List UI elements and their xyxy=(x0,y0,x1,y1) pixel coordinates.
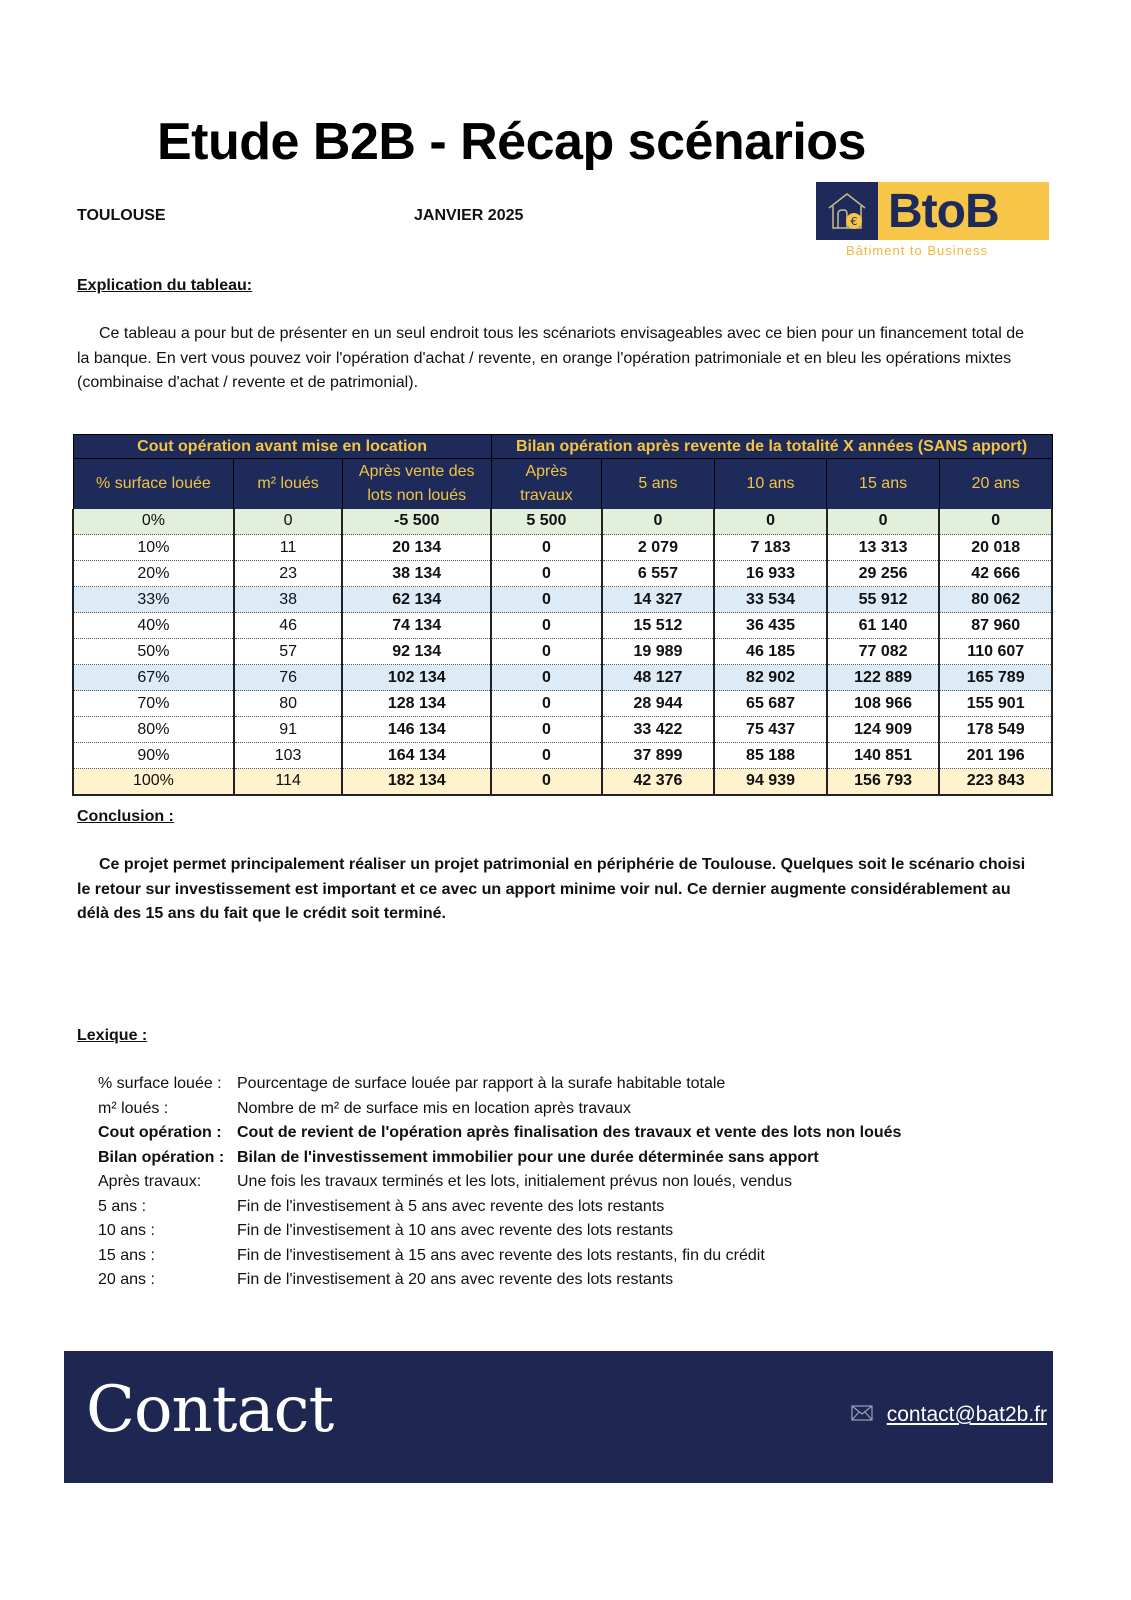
conclusion-text: Ce projet permet principalement réaliser un projet patrimonial en périphérie de Toulouse. Quelques soit le scénario choisi le retour sur investissement est important et ce avec un apport minime voir nul. Ce dernier augmente considérablement au délà des 15 ans du fait que le crédit soit terminé. xyxy=(77,856,1026,922)
cell-15ans: 108 966 xyxy=(827,691,940,717)
col-header-5ans: 5 ans xyxy=(602,459,715,509)
col-header-15ans: 15 ans xyxy=(827,459,940,509)
cell-apres-travaux: 0 xyxy=(491,639,602,665)
cell-apres-travaux: 5 500 xyxy=(491,509,602,535)
cell-apres-travaux: 0 xyxy=(491,717,602,743)
cell-surface: 80% xyxy=(73,717,234,743)
lexique-item xyxy=(98,1195,901,1220)
table-row xyxy=(73,743,1052,769)
logo-brand-text: BtoB xyxy=(888,184,999,238)
cell-apres-vente: 102 134 xyxy=(342,665,491,691)
cell-apres-vente: 182 134 xyxy=(342,769,491,795)
cell-5ans: 48 127 xyxy=(602,665,715,691)
city-label: TOULOUSE xyxy=(77,207,166,224)
table-row xyxy=(73,509,1052,535)
col-header-apres-vente: Après vente des lots non loués xyxy=(342,459,491,509)
cell-5ans: 15 512 xyxy=(602,613,715,639)
explanation-heading: Explication du tableau: xyxy=(77,277,253,294)
page-title: Etude B2B - Récap scénarios xyxy=(157,113,866,171)
lexique-definition: Nombre de m² de surface mis en location après travaux xyxy=(237,1099,631,1117)
cell-15ans: 55 912 xyxy=(827,587,940,613)
cell-15ans: 77 082 xyxy=(827,639,940,665)
envelope-icon xyxy=(851,1403,873,1427)
cell-20ans: 110 607 xyxy=(939,639,1052,665)
cell-surface: 10% xyxy=(73,535,234,561)
lexique-definition: Bilan de l'investissement immobilier pour une durée déterminée sans apport xyxy=(237,1148,819,1166)
cell-apres-vente: 62 134 xyxy=(342,587,491,613)
cell-apres-vente: 38 134 xyxy=(342,561,491,587)
cell-surface: 40% xyxy=(73,613,234,639)
scenarios-table xyxy=(72,434,1053,796)
lexique-heading: Lexique : xyxy=(77,1027,148,1044)
cell-10ans: 0 xyxy=(714,509,827,535)
cell-apres-travaux: 0 xyxy=(491,535,602,561)
lexique-item xyxy=(98,1121,901,1146)
cell-15ans: 124 909 xyxy=(827,717,940,743)
lexique-definition: Fin de l'investisement à 20 ans avec revente des lots restants xyxy=(237,1271,674,1288)
table-row xyxy=(73,613,1052,639)
cell-15ans: 13 313 xyxy=(827,535,940,561)
cell-surface: 100% xyxy=(73,769,234,795)
cell-10ans: 65 687 xyxy=(714,691,827,717)
cell-surface: 20% xyxy=(73,561,234,587)
lexique-term: 5 ans : xyxy=(98,1197,147,1215)
cell-m2: 91 xyxy=(234,717,343,743)
cell-5ans: 6 557 xyxy=(602,561,715,587)
date-label: JANVIER 2025 xyxy=(414,207,524,224)
contact-banner xyxy=(64,1351,1053,1483)
cell-10ans: 75 437 xyxy=(714,717,827,743)
cell-20ans: 223 843 xyxy=(939,769,1052,795)
table-row xyxy=(73,587,1052,613)
cell-5ans: 42 376 xyxy=(602,769,715,795)
lexique-item xyxy=(98,1072,901,1097)
col-header-20ans: 20 ans xyxy=(939,459,1052,509)
cell-surface: 0% xyxy=(73,509,234,535)
cell-20ans: 80 062 xyxy=(939,587,1052,613)
cell-apres-travaux: 0 xyxy=(491,561,602,587)
lexique-item xyxy=(98,1146,901,1171)
group-header-cost: Cout opération avant mise en location xyxy=(73,435,491,459)
lexique-definition: Fin de l'investisement à 15 ans avec revente des lots restants, fin du crédit xyxy=(237,1246,765,1264)
lexique-term: Bilan opération : xyxy=(98,1148,225,1166)
cell-5ans: 14 327 xyxy=(602,587,715,613)
cell-m2: 57 xyxy=(234,639,343,665)
cell-5ans: 37 899 xyxy=(602,743,715,769)
lexique-definition: Pourcentage de surface louée par rapport à la surafe habitable totale xyxy=(237,1075,726,1092)
cell-15ans: 61 140 xyxy=(827,613,940,639)
contact-email-link[interactable]: contact@bat2b.fr xyxy=(886,1403,1047,1426)
table-row xyxy=(73,561,1052,587)
col-header-10ans: 10 ans xyxy=(714,459,827,509)
lexique-list xyxy=(98,1072,901,1293)
cell-20ans: 20 018 xyxy=(939,535,1052,561)
cell-20ans: 0 xyxy=(939,509,1052,535)
cell-surface: 70% xyxy=(73,691,234,717)
table-row xyxy=(73,665,1052,691)
conclusion-heading: Conclusion : xyxy=(77,808,174,825)
lexique-item xyxy=(98,1097,901,1122)
cell-m2: 46 xyxy=(234,613,343,639)
cell-10ans: 82 902 xyxy=(714,665,827,691)
cell-20ans: 42 666 xyxy=(939,561,1052,587)
lexique-definition: Cout de revient de l'opération après finalisation des travaux et vente des lots non loués xyxy=(237,1124,902,1141)
cell-10ans: 36 435 xyxy=(714,613,827,639)
contact-email-block xyxy=(851,1403,1047,1427)
cell-apres-travaux: 0 xyxy=(491,691,602,717)
cell-m2: 11 xyxy=(234,535,343,561)
cell-apres-travaux: 0 xyxy=(491,587,602,613)
cell-surface: 50% xyxy=(73,639,234,665)
lexique-item xyxy=(98,1268,901,1293)
cell-apres-vente: 128 134 xyxy=(342,691,491,717)
lexique-item xyxy=(98,1219,901,1244)
cell-apres-vente: 74 134 xyxy=(342,613,491,639)
cell-5ans: 19 989 xyxy=(602,639,715,665)
cell-m2: 76 xyxy=(234,665,343,691)
cell-apres-vente: 92 134 xyxy=(342,639,491,665)
lexique-term: % surface louée : xyxy=(98,1075,222,1092)
cell-15ans: 29 256 xyxy=(827,561,940,587)
cell-apres-travaux: 0 xyxy=(491,769,602,795)
table-row xyxy=(73,717,1052,743)
cell-m2: 114 xyxy=(234,769,343,795)
cell-m2: 0 xyxy=(234,509,343,535)
cell-surface: 90% xyxy=(73,743,234,769)
btob-logo xyxy=(816,182,1049,240)
cell-20ans: 165 789 xyxy=(939,665,1052,691)
table-row xyxy=(73,769,1052,795)
cell-m2: 38 xyxy=(234,587,343,613)
lexique-term: 15 ans : xyxy=(98,1246,155,1264)
cell-15ans: 0 xyxy=(827,509,940,535)
house-euro-icon xyxy=(816,182,878,240)
cell-m2: 103 xyxy=(234,743,343,769)
table-row xyxy=(73,691,1052,717)
cell-5ans: 2 079 xyxy=(602,535,715,561)
cell-5ans: 0 xyxy=(602,509,715,535)
cell-m2: 80 xyxy=(234,691,343,717)
cell-10ans: 85 188 xyxy=(714,743,827,769)
lexique-term: m² loués : xyxy=(98,1099,169,1117)
lexique-item xyxy=(98,1244,901,1269)
cell-apres-vente: 146 134 xyxy=(342,717,491,743)
cell-apres-vente: 20 134 xyxy=(342,535,491,561)
group-header-bilan: Bilan opération après revente de la totalité X années (SANS apport) xyxy=(491,435,1052,459)
cell-m2: 23 xyxy=(234,561,343,587)
cell-10ans: 46 185 xyxy=(714,639,827,665)
cell-20ans: 178 549 xyxy=(939,717,1052,743)
table-row xyxy=(73,535,1052,561)
explanation-text: Ce tableau a pour but de présenter en un seul endroit tous les scénariots envisageables avec ce bien pour un financement total de la banque. En vert vous pouvez voir l'opération d'achat / revente, en orange l'opération patrimoniale et en bleu les opérations mixtes (combinaise d'achat / revente et de patrimonial). xyxy=(77,325,1025,391)
cell-20ans: 87 960 xyxy=(939,613,1052,639)
cell-apres-vente: 164 134 xyxy=(342,743,491,769)
lexique-definition: Une fois les travaux terminés et les lots, initialement prévus non loués, vendus xyxy=(237,1173,792,1190)
cell-10ans: 16 933 xyxy=(714,561,827,587)
logo-tagline: Bâtiment to Business xyxy=(846,243,989,258)
cell-apres-travaux: 0 xyxy=(491,743,602,769)
cell-10ans: 94 939 xyxy=(714,769,827,795)
cell-10ans: 7 183 xyxy=(714,535,827,561)
cell-20ans: 155 901 xyxy=(939,691,1052,717)
col-header-surface: % surface louée xyxy=(73,459,234,509)
cell-apres-travaux: 0 xyxy=(491,665,602,691)
col-header-m2: m² loués xyxy=(234,459,343,509)
cell-15ans: 140 851 xyxy=(827,743,940,769)
lexique-term: 20 ans : xyxy=(98,1271,155,1288)
lexique-definition: Fin de l'investisement à 10 ans avec revente des lots restants xyxy=(237,1222,674,1239)
lexique-term: Après travaux: xyxy=(98,1173,202,1190)
table-row xyxy=(73,639,1052,665)
cell-20ans: 201 196 xyxy=(939,743,1052,769)
cell-surface: 67% xyxy=(73,665,234,691)
cell-5ans: 33 422 xyxy=(602,717,715,743)
cell-apres-travaux: 0 xyxy=(491,613,602,639)
cell-10ans: 33 534 xyxy=(714,587,827,613)
cell-15ans: 122 889 xyxy=(827,665,940,691)
col-header-apres-travaux: Après travaux xyxy=(491,459,602,509)
contact-title: Contact xyxy=(86,1373,334,1447)
lexique-definition: Fin de l'investisement à 5 ans avec revente des lots restants xyxy=(237,1197,665,1215)
cell-surface: 33% xyxy=(73,587,234,613)
cell-15ans: 156 793 xyxy=(827,769,940,795)
cell-5ans: 28 944 xyxy=(602,691,715,717)
lexique-term: Cout opération : xyxy=(98,1124,222,1141)
lexique-item xyxy=(98,1170,901,1195)
cell-apres-vente: -5 500 xyxy=(342,509,491,535)
svg-text:€: € xyxy=(850,215,858,228)
lexique-term: 10 ans : xyxy=(98,1222,155,1239)
